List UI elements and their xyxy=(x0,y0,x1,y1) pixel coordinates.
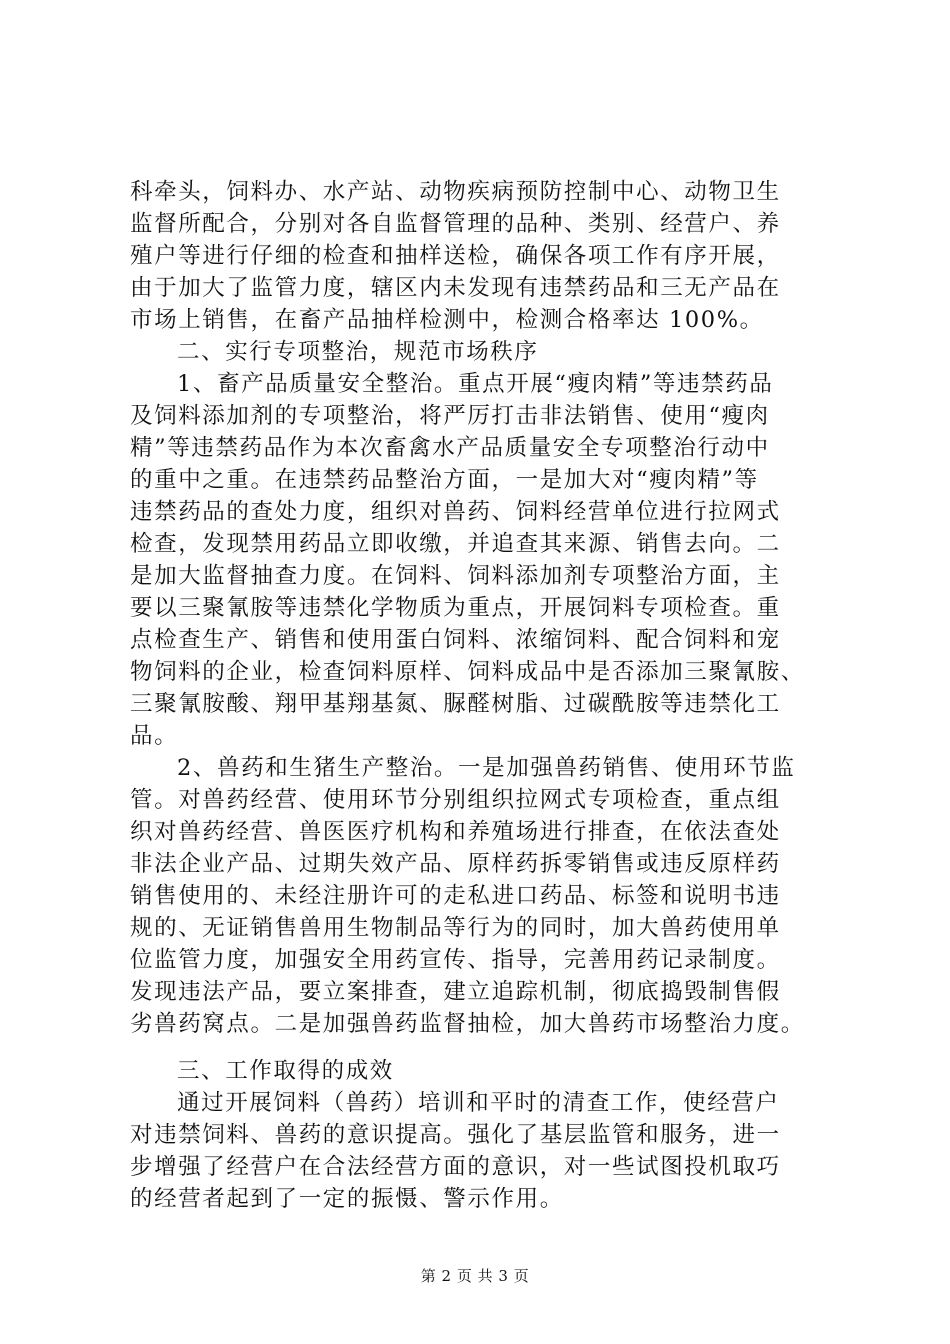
body-text-line: 通过开展饲料（兽药）培训和平时的清查工作，使经营户 xyxy=(177,1090,780,1116)
body-text-line: 检查，发现禁用药品立即收缴，并追查其来源、销售去向。二 xyxy=(130,531,781,557)
body-text-line: 劣兽药窝点。二是加强兽药监督抽检，加大兽药市场整治力度。 xyxy=(130,1011,805,1037)
body-text-line: 是加大监督抽查力度。在饲料、饲料添加剂专项整治方面，主 xyxy=(130,563,781,589)
body-text-line: 1、畜产品质量安全整治。重点开展“瘦肉精”等违禁药品 xyxy=(177,371,774,397)
body-text-line: 物饲料的企业，检查饲料原样、饲料成品中是否添加三聚氰胺、 xyxy=(130,659,805,685)
body-text-line: 科牵头，饲料办、水产站、动物疾病预防控制中心、动物卫生 xyxy=(130,179,781,205)
body-text-line: 及饲料添加剂的专项整治，将严厉打击非法销售、使用“瘦肉 xyxy=(130,403,770,429)
body-text-line: 销售使用的、未经注册许可的走私进口药品、标签和说明书违 xyxy=(130,883,781,909)
body-text-line: 市场上销售，在畜产品抽样检测中，检测合格率达 100%。 xyxy=(130,307,764,333)
body-text-line: 的经营者起到了一定的振慑、警示作用。 xyxy=(130,1186,564,1212)
body-text-line: 非法企业产品、过期失效产品、原样药拆零销售或违反原样药 xyxy=(130,851,781,877)
body-text-line: 2、兽药和生猪生产整治。一是加强兽药销售、使用环节监 xyxy=(177,755,796,781)
body-text-line: 发现违法产品，要立案排查，建立追踪机制，彻底捣毁制售假 xyxy=(130,979,781,1005)
body-text-line: 步增强了经营户在合法经营方面的意识，对一些试图投机取巧 xyxy=(130,1154,781,1180)
body-text-line: 违禁药品的查处力度，组织对兽药、饲料经营单位进行拉网式 xyxy=(130,499,781,525)
body-text-line: 三聚氰胺酸、翔甲基翔基氮、脲醛树脂、过碳酰胺等违禁化工 xyxy=(130,691,781,717)
section-heading: 二、实行专项整治，规范市场秩序 xyxy=(177,339,539,365)
body-text-line: 要以三聚氰胺等违禁化学物质为重点，开展饲料专项检查。重 xyxy=(130,595,781,621)
page-number-footer: 第 2 页 共 3 页 xyxy=(420,1267,530,1285)
body-text-line: 精”等违禁药品作为本次畜禽水产品质量安全专项整治行动中 xyxy=(130,435,770,461)
body-text-line: 由于加大了监管力度，辖区内未发现有违禁药品和三无产品在 xyxy=(130,275,781,301)
body-text-line: 点检查生产、销售和使用蛋白饲料、浓缩饲料、配合饲料和宠 xyxy=(130,627,781,653)
body-text-line: 品。 xyxy=(130,723,179,749)
body-text-line: 的重中之重。在违禁药品整治方面，一是加大对“瘦肉精”等 xyxy=(130,467,759,493)
body-text-line: 殖户等进行仔细的检查和抽样送检，确保各项工作有序开展， xyxy=(130,243,781,269)
section-heading: 三、工作取得的成效 xyxy=(177,1058,394,1084)
body-text-line: 织对兽药经营、兽医医疗机构和养殖场进行排查，在依法查处 xyxy=(130,819,781,845)
body-text-line: 位监管力度，加强安全用药宣传、指导，完善用药记录制度。 xyxy=(130,947,781,973)
body-text-line: 规的、无证销售兽用生物制品等行为的同时，加大兽药使用单 xyxy=(130,915,781,941)
body-text-line: 对违禁饲料、兽药的意识提高。强化了基层监管和服务，进一 xyxy=(130,1122,781,1148)
body-text-line: 监督所配合，分别对各自监督管理的品种、类别、经营户、养 xyxy=(130,211,781,237)
body-text-line: 管。对兽药经营、使用环节分别组织拉网式专项检查，重点组 xyxy=(130,787,781,813)
